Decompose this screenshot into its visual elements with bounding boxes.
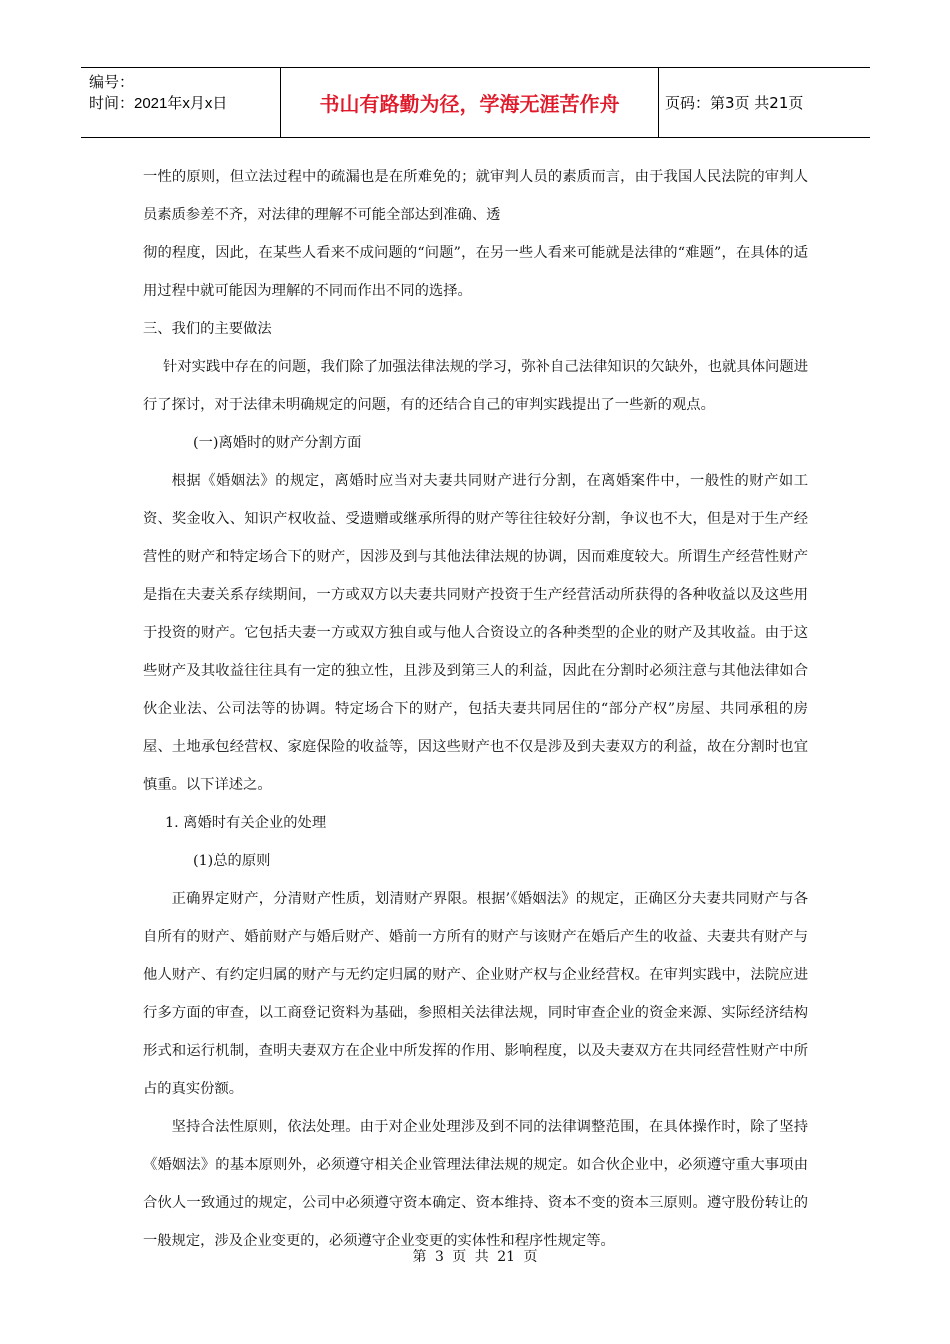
paragraph: 正确界定财产，分清财产性质，划清财产界限。根据’《婚姻法》的规定，正确区分夫妻共同财产与各自所有的财产、婚前财产与婚后财产、婚前一方所有的财产与该财产在婚后产生的收益、夫妻共有财产与他人财产、有约定归属的财产与无约定归属的财产、企业财产权与企业经营权。在审判实践中，法院应进行多方面的审查，以工商登记资料为基础，参照相关法律法规，同时审查企业的资金来源、实际经济结构形式和运行机制，查明夫妻双方在企业中所发挥的作用、影响程度，以及夫妻双方在共同经营性财产中所占的真实份额。 — [143, 891, 808, 1097]
header-motto: 书山有路勤为径，学海无涯苦作舟 — [281, 68, 659, 137]
paragraph: 根据《婚姻法》的规定，离婚时应当对夫妻共同财产进行分割，在离婚案件中，一般性的财产如工资、奖金收入、知识产权收益、受遗赠或继承所得的财产等往往较好分割，争议也不大，但是对于生产经营性的财产和特定场合下的财产，因涉及到与其他法律法规的协调，因而难度较大。所谓生产经营性财产是指在夫妻关系存续期间，一方或双方以夫妻共同财产投资于生产经营活动所获得的各种收益以及这些用于投资的财产。它包括夫妻一方或双方独自或与他人合资设立的各种类型的企业的财产及其收益。由于这些财产及其收益往往具有一定的独立性，且涉及到第三人的利益，因此在分割时必须注意与其他法律如合伙企业法、公司法等的协调。特定场合下的财产，包括夫妻共同居住的“部分产权”房屋、共同承租的房屋、土地承包经营权、家庭保险的收益等，因这些财产也不仅是涉及到夫妻双方的利益，故在分割时也宜慎重。以下详述之。 — [143, 473, 808, 793]
document-date: 时间：2021年x月x日 — [89, 95, 228, 112]
subsection-heading: (一)离婚时的财产分割方面 — [193, 435, 362, 451]
paragraph: 彻的程度，因此，在某些人看来不成问题的“问题”，在另一些人看来可能就是法律的“难题”，在具体的适用过程中就可能因为理解的不同而作出不同的选择。 — [143, 245, 808, 299]
paragraph: 坚持合法性原则，依法处理。由于对企业处理涉及到不同的法律调整范围，在具体操作时，除了坚持《婚姻法》的基本原则外，必须遵守相关企业管理法律法规的规定。如合伙企业中，必须遵守重大事项由合伙人一致通过的规定，公司中必须遵守资本确定、资本维持、资本不变的资本三原则。遵守股份转让的一般规定，涉及企业变更的，必须遵守企业变更的实体性和程序性规定等。 — [143, 1119, 808, 1249]
header-meta — [81, 68, 281, 137]
document-number-label: 编号： — [89, 74, 135, 91]
page-header — [81, 67, 870, 138]
page-footer: 第 3 页 共 21 页 — [412, 1249, 538, 1265]
subitem-heading: (1)总的原则 — [193, 853, 271, 869]
paragraph: 针对实践中存在的问题，我们除了加强法律法规的学习，弥补自己法律知识的欠缺外，也就具体问题进行了探讨，对于法律未明确规定的问题，有的还结合自己的审判实践提出了一些新的观点。 — [143, 359, 808, 413]
header-page-info: 页码：第3页 共21页 — [665, 94, 804, 112]
paragraph: 一性的原则，但立法过程中的疏漏也是在所难免的；就审判人员的素质而言，由于我国人民法院的审判人员素质参差不齐，对法律的理解不可能全部达到准确、透 — [143, 169, 808, 223]
document-body — [143, 158, 808, 1260]
section-heading: 三、我们的主要做法 — [143, 321, 272, 337]
item-heading: 1. 离婚时有关企业的处理 — [165, 815, 327, 831]
